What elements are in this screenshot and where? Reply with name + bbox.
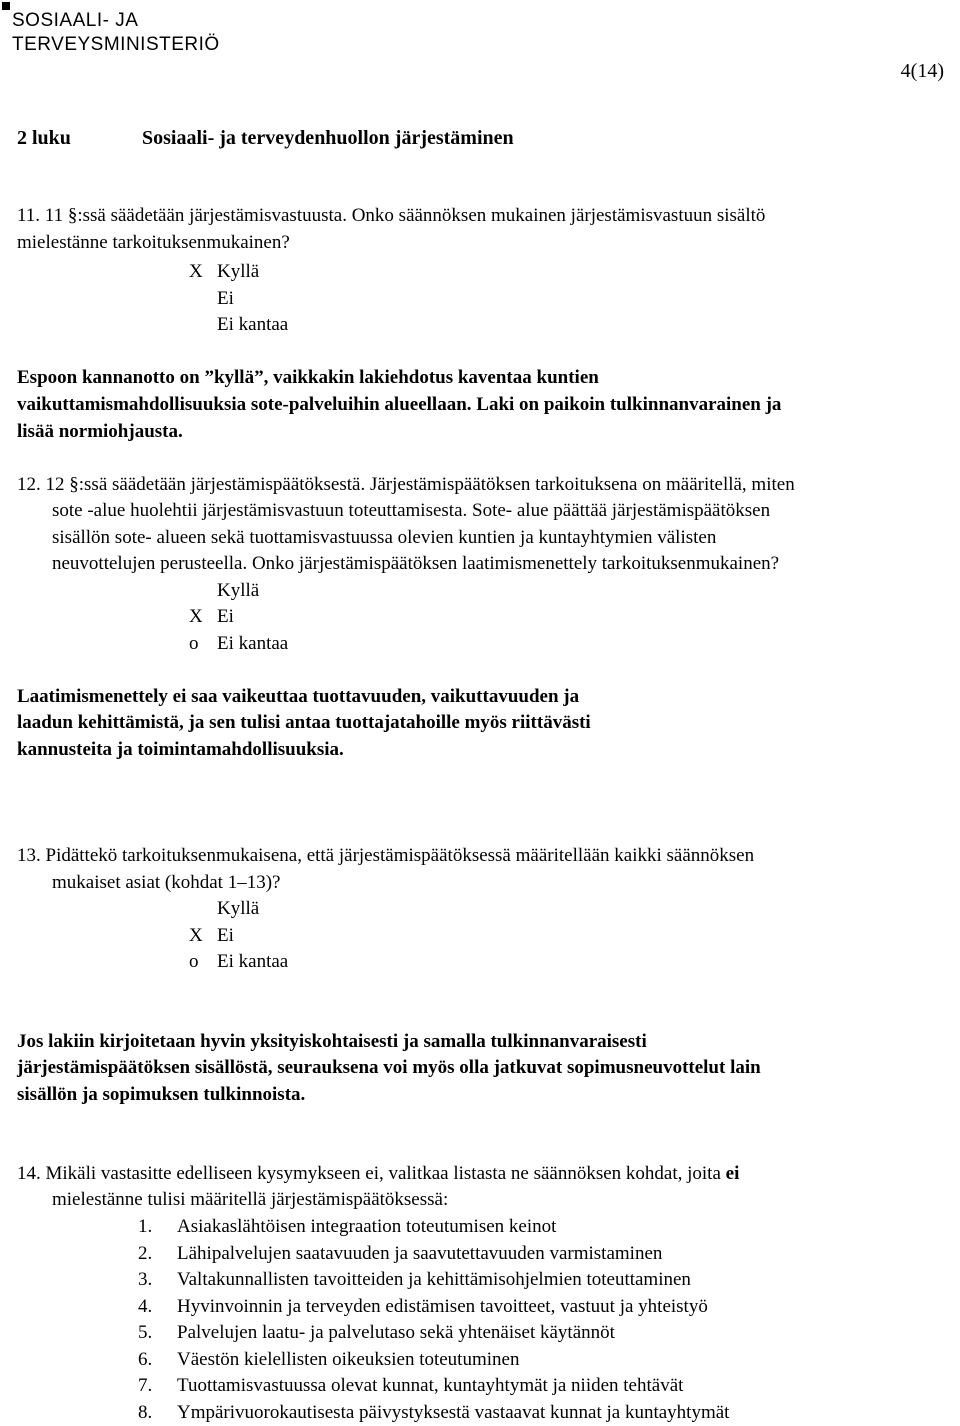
q11-option-kylla[interactable] — [189, 261, 259, 283]
q13-option-kylla[interactable] — [189, 898, 259, 920]
logo-text-line1: SOSIAALI- JA — [12, 10, 138, 32]
q14-text-line1-pre: 14. Mikäli vastasitte edelliseen kysymykseen ei, valitkaa listasta ne säännöksen kohdat, joita — [17, 1163, 726, 1184]
q13-text-line2: mukaiset asiat (kohdat 1–13)? — [52, 872, 280, 894]
q12-comment-line3: kannusteita ja toimintamahdollisuuksia. — [17, 739, 344, 761]
q13-text-line1: 13. Pidättekö tarkoituksenmukaisena, että järjestämispäätöksessä määritellään kaikki säännöksen — [17, 845, 754, 867]
list-item-text: Tuottamisvastuussa olevat kunnat, kuntayhtymät ja niiden tehtävät — [177, 1375, 683, 1396]
q11-text-line2: mielestänne tarkoituksenmukainen? — [17, 232, 290, 254]
list-item-number: 4. — [138, 1294, 177, 1321]
q11-option-ei-kantaa[interactable] — [189, 314, 288, 336]
list-item-number: 8. — [138, 1400, 177, 1426]
list-item-text: Väestön kielellisten oikeuksien toteutuminen — [177, 1349, 519, 1370]
q13-option-label: Ei kantaa — [217, 951, 288, 972]
list-item[interactable] — [138, 1320, 729, 1347]
q14-text-line2: mielestänne tulisi määritellä järjestämispäätöksessä: — [52, 1189, 448, 1211]
q11-option-label: Ei kantaa — [217, 314, 288, 335]
list-item[interactable] — [138, 1400, 729, 1426]
q11-comment-line1: Espoon kannanotto on ”kyllä”, vaikkakin lakiehdotus kaventaa kuntien — [17, 367, 599, 389]
q11-option-ei[interactable] — [189, 288, 234, 310]
q12-option-label: Ei kantaa — [217, 633, 288, 654]
list-item[interactable] — [138, 1267, 729, 1294]
list-item-text: Lähipalvelujen saatavuuden ja saavutettavuuden varmistaminen — [177, 1243, 662, 1264]
q12-text-line4: neuvottelujen perusteella. Onko järjestämispäätöksen laatimismenettely tarkoituksenmukainen? — [52, 553, 779, 575]
q12-option-ei-kantaa[interactable] — [189, 633, 288, 655]
q13-option-ei-kantaa[interactable] — [189, 951, 288, 973]
list-item-number: 1. — [138, 1214, 177, 1241]
q11-comment-line3: lisää normiohjausta. — [17, 421, 183, 443]
list-item-text: Palvelujen laatu- ja palvelutaso sekä yhtenäiset käytännöt — [177, 1322, 615, 1343]
page-number: 4(14) — [901, 60, 944, 83]
list-item-text: Ympärivuorokautisesta päivystyksestä vastaavat kunnat ja kuntayhtymät — [177, 1402, 729, 1423]
list-item-number: 3. — [138, 1267, 177, 1294]
q11-option-mark: X — [189, 261, 217, 283]
list-item-number: 5. — [138, 1320, 177, 1347]
q13-option-label: Kyllä — [217, 898, 259, 919]
list-item[interactable] — [138, 1214, 729, 1241]
list-item[interactable] — [138, 1347, 729, 1374]
q12-option-label: Ei — [217, 606, 234, 627]
list-item-text: Valtakunnallisten tavoitteiden ja kehittämisohjelmien toteuttaminen — [177, 1269, 691, 1290]
q12-comment-line2: laadun kehittämistä, ja sen tulisi antaa tuottajatahoille myös riittävästi — [17, 712, 591, 734]
q11-option-label: Ei — [217, 288, 234, 309]
list-item[interactable] — [138, 1241, 729, 1268]
q13-comment-line2: järjestämispäätöksen sisällöstä, seurauksena voi myös olla jatkuvat sopimusneuvottelut lain — [17, 1057, 761, 1079]
list-item[interactable] — [138, 1294, 729, 1321]
q13-option-label: Ei — [217, 925, 234, 946]
list-item[interactable] — [138, 1373, 729, 1400]
q12-text-line3: sisällön sote- alueen sekä tuottamisvastuussa olevien kuntien ja kuntayhtymien välisten — [52, 527, 716, 549]
q14-options-list — [138, 1214, 729, 1426]
chapter-number: 2 luku — [17, 127, 71, 150]
q12-option-label: Kyllä — [217, 580, 259, 601]
q13-option-mark: o — [189, 951, 217, 973]
q12-option-mark: X — [189, 606, 217, 628]
q14-text-line1-emphasis: ei — [726, 1163, 740, 1184]
logo-square — [2, 2, 10, 10]
q13-comment-line3: sisällön ja sopimuksen tulkinnoista. — [17, 1084, 305, 1106]
q11-text-line1: 11. 11 §:ssä säädetään järjestämisvastuusta. Onko säännöksen mukainen järjestämisvastuun sisältö — [17, 205, 765, 227]
list-item-number: 2. — [138, 1241, 177, 1268]
q12-text-line1: 12. 12 §:ssä säädetään järjestämispäätöksestä. Järjestämispäätöksen tarkoituksena on määritellä, miten — [17, 474, 795, 496]
q11-option-label: Kyllä — [217, 261, 259, 282]
q13-comment-line1: Jos lakiin kirjoitetaan hyvin yksityiskohtaisesti ja samalla tulkinnanvaraisesti — [17, 1031, 647, 1053]
list-item-number: 6. — [138, 1347, 177, 1374]
list-item-text: Hyvinvoinnin ja terveyden edistämisen tavoitteet, vastuut ja yhteistyö — [177, 1296, 708, 1317]
list-item-text: Asiakaslähtöisen integraation toteutumisen keinot — [177, 1216, 556, 1237]
q12-comment-line1: Laatimismenettely ei saa vaikeuttaa tuottavuuden, vaikuttavuuden ja — [17, 686, 579, 708]
q12-text-line2: sote -alue huolehtii järjestämisvastuun toteuttamisesta. Sote- alue päättää järjestämispäätöksen — [52, 500, 770, 522]
q14-text-line1 — [17, 1163, 739, 1185]
q13-option-mark: X — [189, 925, 217, 947]
q13-option-ei[interactable] — [189, 925, 234, 947]
q11-comment-line2: vaikuttamismahdollisuuksia sote-palveluihin alueellaan. Laki on paikoin tulkinnanvarainen ja — [17, 394, 781, 416]
logo-text-line2: TERVEYSMINISTERIÖ — [12, 34, 220, 56]
q12-option-kylla[interactable] — [189, 580, 259, 602]
chapter-title: Sosiaali- ja terveydenhuollon järjestäminen — [142, 127, 514, 150]
q12-option-mark: o — [189, 633, 217, 655]
list-item-number: 7. — [138, 1373, 177, 1400]
q12-option-ei[interactable] — [189, 606, 234, 628]
